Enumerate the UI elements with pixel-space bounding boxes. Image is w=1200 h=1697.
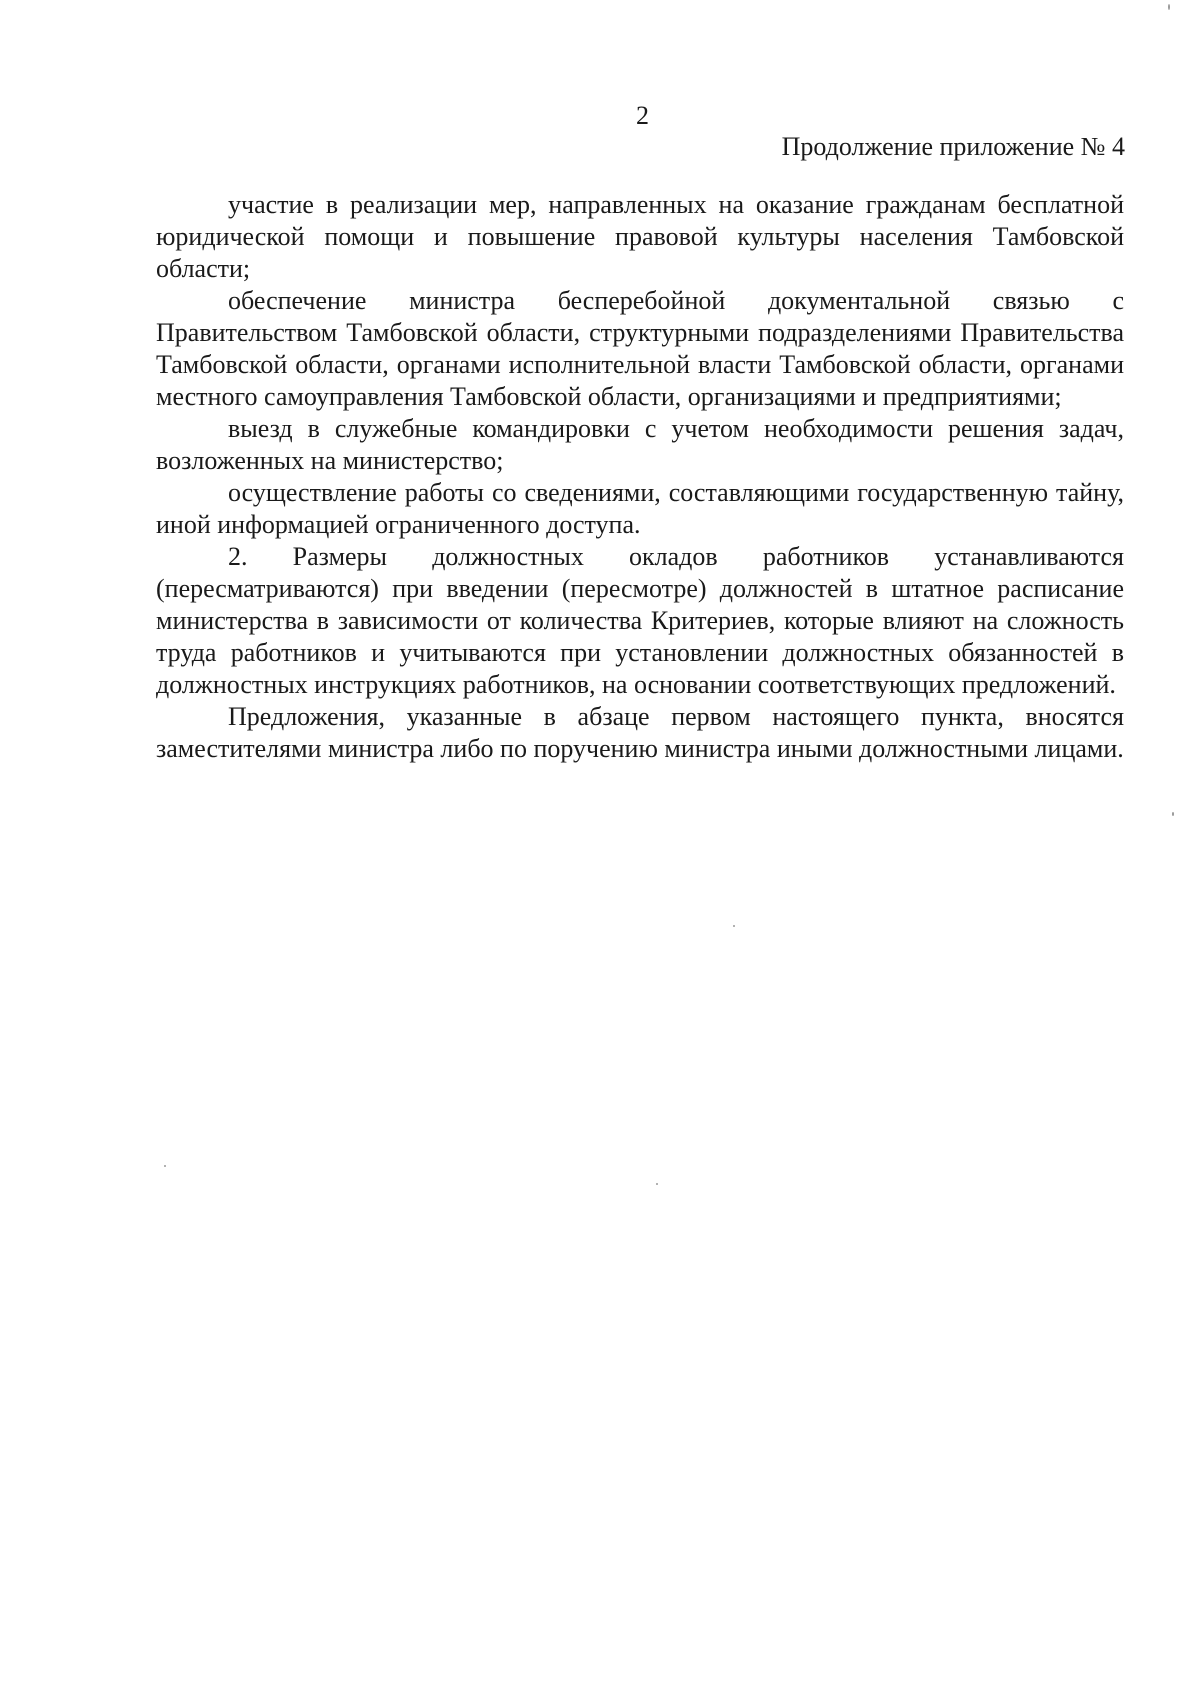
- scan-speck: [164, 1165, 166, 1167]
- paragraph-proposals: Предложения, указанные в абзаце первом настоящего пункта, вносятся заместителями министра либо по поручению министра иными должностными лицами.: [156, 702, 1124, 763]
- page-number: 2: [636, 101, 649, 130]
- paragraph-salary-sizes: 2. Размеры должностных окладов работников устанавливаются (пересматриваются) при введении (пересмотре) должностей в штатное расписание министерства в зависимости от количества Критериев, которые влияют на сложность труда работников и учитываются при установлении должностных обязанностей в должностных инструкциях работников, на основании соответствующих предложений.: [156, 542, 1124, 699]
- scan-speck: [656, 1183, 658, 1185]
- appendix-continuation-note: Продолжение приложение № 4: [781, 132, 1125, 161]
- paragraph-legal-aid: участие в реализации мер, направленных на оказание гражданам бесплатной юридической помощи и повышение правовой культуры населения Тамбовской области;: [156, 190, 1124, 283]
- scan-speck: [733, 925, 735, 927]
- paragraph-business-trips: выезд в служебные командировки с учетом необходимости решения задач, возложенных на министерство;: [156, 414, 1124, 475]
- paragraph-documentary-communication: обеспечение министра бесперебойной документальной связью с Правительством Тамбовской области, структурными подразделениями Правительства Тамбовской области, органами исполнительной власти Тамбовской области, органами местного самоуправления Тамбовской области, организациями и предприятиями;: [156, 286, 1124, 411]
- scan-speck: [1172, 812, 1174, 816]
- scan-speck: [1168, 4, 1170, 10]
- paragraph-state-secret: осуществление работы со сведениями, составляющими государственную тайну, иной информацией ограниченного доступа.: [156, 478, 1124, 539]
- document-body: [156, 189, 1124, 765]
